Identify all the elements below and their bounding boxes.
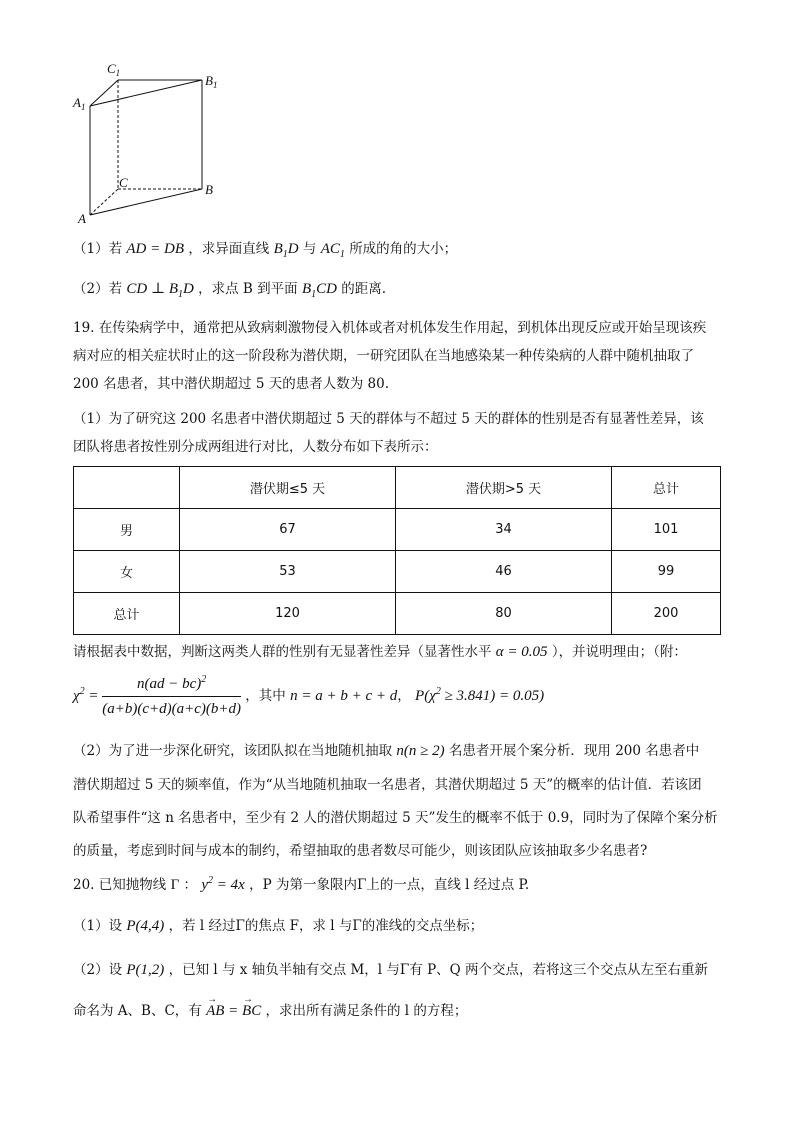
- edge-a1b1: [90, 80, 202, 106]
- vector-ab: → AB: [206, 1001, 224, 1021]
- q18-p1-with: 与: [302, 241, 317, 257]
- table-header-cell: [74, 467, 180, 509]
- label-a1: $A_1$: [73, 95, 86, 112]
- edge-a1c1: [90, 80, 118, 106]
- q20-parabola: $y^2 = 4x$: [201, 875, 245, 893]
- chi-where-text: ，其中: [245, 688, 286, 704]
- q19-alpha: α = 0.05: [495, 644, 548, 660]
- q19-stem-line1: 19. 在传染病学中，通常把从致病刺激物侵入机体或者对机体发生作用起，到机体出现反应或开始呈现该疾: [73, 320, 707, 336]
- q20-stem-a: 20. 已知抛物线: [73, 877, 167, 893]
- table-cell: 46: [396, 551, 612, 593]
- edge-ac-hidden: [90, 189, 118, 215]
- prism-figure: [70, 58, 230, 228]
- q18-p2-suffix: 的距离.: [341, 281, 387, 297]
- q19-part2-line2: 潜伏期超过 5 天的频率值，作为“从当地随机抽取一名患者，其潜伏期超过 5 天”的概率的估计值．若该团: [73, 777, 702, 793]
- q20-p1-b: ，若 l 经过Γ的焦点 F，求 l 与Γ的准线的交点坐标；: [168, 918, 484, 934]
- label-c: C: [119, 175, 128, 190]
- q18-p2-plane: $B_1CD$: [301, 281, 337, 300]
- label-a: A: [78, 211, 86, 226]
- q18-p1-suffix: 所成的角的大小；: [349, 241, 458, 257]
- vector-bc: → BC: [242, 1001, 261, 1021]
- q18-p2-prefix: （2）若: [73, 281, 123, 297]
- chi-square-numerator: n(ad − bc)$^2$: [102, 674, 241, 697]
- q18-p1-condition: AD = DB: [126, 241, 185, 257]
- q19-p2-text-a: （2）为了进一步深化研究，该团队拟在当地随机抽取: [73, 743, 393, 759]
- table-cell: 53: [180, 551, 396, 593]
- q20-stem: [73, 875, 529, 895]
- q20-gamma: Γ: [170, 877, 180, 893]
- q19-judge-text: 请根据表中数据，判断这两类人群的性别有无显著性差异（显著性水平: [73, 644, 492, 660]
- q20-p2-b: ，已知 l 与 x 轴负半轴有交点 M，l 与Γ有 P、Q 两个交点，若将这三个交点从左至右重新: [168, 962, 709, 978]
- label-c1: $C_1$: [107, 61, 121, 78]
- table-cell: 120: [180, 593, 396, 635]
- table-header-cell: 潜伏期>5 天: [396, 467, 612, 509]
- table-cell: 101: [612, 509, 721, 551]
- q19-part1-line2: 团队将患者按性别分成两组进行对比，人数分布如下表所示：: [73, 439, 438, 455]
- q19-part1-line1: （1）为了研究这 200 名患者中潜伏期超过 5 天的群体与不超过 5 天的群体的性别是否有显著性差异，该: [73, 411, 704, 427]
- table-header-cell: 潜伏期≤5 天: [180, 467, 396, 509]
- q18-p1-line2: $AC_1$: [320, 241, 345, 260]
- table-header-cell: 总计: [612, 467, 721, 509]
- q19-part2-line4: 的质量，考虑到时间与成本的制约，希望抽取的患者数尽可能少，则该团队应该抽取多少名患者?: [73, 843, 648, 859]
- prism-diagram: [70, 58, 230, 228]
- incubation-table: [73, 466, 721, 635]
- q18-p1-prefix: （1）若: [73, 241, 123, 257]
- q20-p2-a: （2）设: [73, 962, 123, 978]
- q20-stem-b: ：: [183, 877, 198, 893]
- chi-square-lhs: $\chi^2$ =: [73, 686, 103, 704]
- label-b1: $B_1$: [205, 73, 218, 90]
- probability-value: $P(\chi^2 \ge 3.841) = 0.05$): [415, 686, 545, 704]
- table-cell: 女: [74, 551, 180, 593]
- q19-p2-text-b: 名患者开展个案分析．现用 200 名患者中: [448, 743, 700, 759]
- q20-part2-line2: [73, 1001, 467, 1021]
- table-row: [74, 551, 721, 593]
- label-b: B: [205, 182, 213, 197]
- table-cell: 99: [612, 551, 721, 593]
- q19-p2-n: n(n ≥ 2): [396, 743, 445, 759]
- table-cell: 总计: [74, 593, 180, 635]
- table-row: [74, 509, 721, 551]
- q19-part2-line3: 队希望事件“这 n 名患者中，至少有 2 人的潜伏期超过 5 天”发生的概率不低于 0.9，同时为了保障个案分析: [73, 810, 718, 826]
- vector-equals: =: [224, 1003, 243, 1019]
- table-row: [74, 593, 721, 635]
- q19-stem-line3: 200 名患者，其中潜伏期超过 5 天的患者人数为 80.: [73, 376, 389, 392]
- q19-part2-line1: [73, 741, 699, 761]
- q20-p1-a: （1）设: [73, 918, 123, 934]
- q19-stem-line2: 病对应的相关症状时止的这一阶段称为潜伏期，一研究团队在当地感染某一种传染病的人群中随机抽取了: [73, 348, 694, 364]
- q20-p2-point: P(1,2): [126, 962, 165, 978]
- n-definition: n = a + b + c + d: [290, 688, 398, 704]
- q20-part2-line1: [73, 960, 708, 980]
- q19-judge-tail: ），并说明理由；（附：: [551, 644, 687, 660]
- q18-p2-condition: CD ⊥ $B_1D$: [126, 281, 194, 300]
- q20-stem-c: ，P 为第一象限内Γ上的一点，直线 l 经过点 P.: [249, 877, 530, 893]
- q19-judge-line: [73, 642, 687, 662]
- q18-part1: [73, 239, 457, 259]
- table-header-row: [74, 467, 721, 509]
- table-cell: 67: [180, 509, 396, 551]
- q20-p2-2a: 命名为 A、B、C，有: [73, 1003, 202, 1019]
- q18-p2-mid: ，求点 B 到平面: [198, 281, 298, 297]
- q20-p2-2b: ，求出所有满足条件的 l 的方程；: [265, 1003, 468, 1019]
- q18-part2: [73, 279, 386, 299]
- q19-formula-line: $\chi^2$ = $\frac{n(ad - bc)^2}{(a+b)(c+d)(a+c)(b+d)}$ ，其中 n = a + b + c + d， $P(\chi^2 \ge 3.841) = 0.05$): [73, 674, 545, 717]
- q20-part1: [73, 916, 483, 936]
- q20-p1-point: P(4,4): [126, 918, 165, 934]
- table-cell: 80: [396, 593, 612, 635]
- chi-square-fraction: [102, 674, 241, 719]
- table-cell: 男: [74, 509, 180, 551]
- chi-square-denominator: (a+b)(c+d)(a+c)(b+d): [102, 701, 241, 717]
- q18-p1-mid: ，求异面直线: [188, 241, 270, 257]
- table-cell: 200: [612, 593, 721, 635]
- table-cell: 34: [396, 509, 612, 551]
- edge-ab: [90, 189, 202, 215]
- q18-p1-line1: $B_1D$: [273, 241, 299, 260]
